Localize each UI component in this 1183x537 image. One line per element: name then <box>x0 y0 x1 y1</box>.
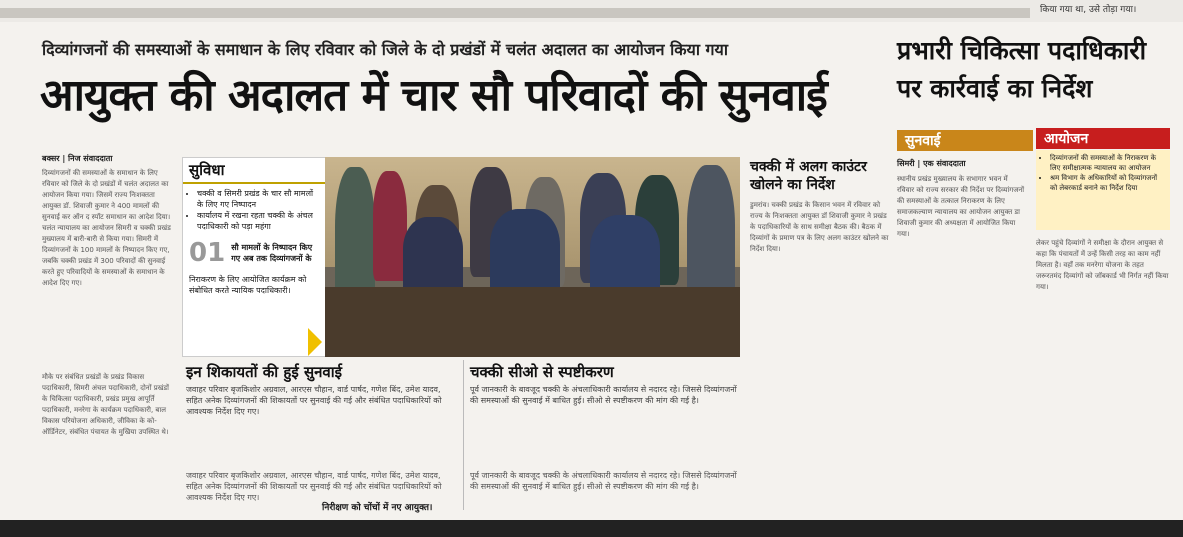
suvidha-title: सुविधा <box>183 158 325 184</box>
photo-person-seated <box>490 209 560 299</box>
right-byline: सिमरी | एक संवाददाता <box>897 159 966 168</box>
suvidha-box <box>182 157 326 357</box>
top-rule <box>0 8 1030 18</box>
suvidha-item: • कार्यालय में रखना रहता चक्की के अंचल पदाधिकारी को पड़ा महंगा <box>197 210 319 232</box>
right-bullet: • दिव्यांगजनों की समस्याओं के निराकरण के लिए समीक्षात्मक न्यायालय का आयोजन <box>1050 153 1166 173</box>
bottom-text-b: पूर्व जानकारी के बावजूद चक्की के अंचलाधिकारी कार्यालय से नदारद रहे। जिससे दिव्यांगजनों की समस्याओं की सुनवाई में बाधित हुई। सीओ से स्पष्टीकरण की मांग की गई है। <box>470 471 737 491</box>
article-headline: आयुक्त की अदालत में चार सौ परिवादों की सुनवाई <box>40 70 827 121</box>
suvidha-list <box>183 188 325 232</box>
sub2-text: पूर्व जानकारी के बावजूद चक्की के अंचलाधिकारी कार्यालय से नदारद रहे। जिससे दिव्यांगजनों की समस्याओं की सुनवाई में बाधित हुई। सीओ से स्पष्टीकरण की मांग की गई है। <box>470 385 737 405</box>
bottom-caption: निरीक्षण को चोंचों में नए आयुक्त। <box>322 503 433 513</box>
sub1-text: जवाहर परिवार बृजकिशोर अग्रवाल, आरएस चौहान, वार्ड पार्षद, गणेश बिंद, उमेश यादव, सहित अनेक दिव्यांगजनों की शिकायतों पर सुनवाई की गई और संबंधित पदाधिकारियों को आवश्यक निर्देश दिए गए। <box>186 385 442 416</box>
top-note: किया गया था, उसे तोड़ा गया। <box>1040 5 1137 15</box>
article-col1-text2: मौके पर संबंधित प्रखंडों के प्रखंड विकास पदाधिकारी, सिमरी अंचल पदाधिकारी, दोनों प्रखंडों के चिकित्सा पदाधिकारी, प्रखंड प्रमुख आपूर्ति पदाधिकारी, मनरेगा के कार्यक्रम पदाधिकारी, बाल विकास परियोजना अधिकारी, जीविका के को-ऑर्डिनेटर, संबंधित पंचायत के मुखिया उपस्थित थे। <box>42 373 169 436</box>
caption-arrow-icon <box>308 328 322 356</box>
suvidha-number-text: सौ मामलों के निष्पादन किए गए अब तक दिव्यांगजनों के <box>231 243 313 263</box>
bottom-text-a: जवाहर परिवार बृजकिशोर अग्रवाल, आरएस चौहान, वार्ड पार्षद, गणेश बिंद, उमेश यादव, सहित अनेक दिव्यांगजनों की शिकायतों पर सुनवाई की गई और संबंधित पदाधिकारियों को आवश्यक निर्देश दिए गए। <box>186 471 442 502</box>
suvidha-number: 01 <box>189 238 226 268</box>
right-tag2: आयोजन <box>1036 128 1170 149</box>
suvidha-item: • चक्की व सिमरी प्रखंड के चार सौ मामलों के लिए गए निष्पादन <box>197 188 319 210</box>
right-headline: प्रभारी चिकित्सा पदाधिकारी पर कार्रवाई का निर्देश <box>897 36 1147 103</box>
right-text2: लेकर पहुंचे दिव्यांगों ने समीक्षा के दौरान आयुक्त से कहा कि पंचायतों में उन्हें किसी तरह का काम नहीं मिलता है। वहाँ तक मनरेगा योजना के तहत जरूरतमंद दिव्यांगों को जॉबकार्ड भी निर्गत नहीं किया गया। <box>1036 239 1169 291</box>
right-bullets <box>1036 153 1170 193</box>
sub3-text: डुमरांव। चक्की प्रखंड के किसान भवन में रविवार को राज्य के निःशक्तता आयुक्त डॉ शिवाजी कुमार ने प्रखंड के पदाधिकारियों के साथ समीक्षा बैठक की। बैठक में दिव्यांगों के प्रमाण पत्र के लिए अलग काउंटर खोलने का निर्देश दिया। <box>750 201 889 253</box>
photo-person <box>373 171 407 281</box>
news-photo <box>325 157 740 357</box>
article-col1-text: दिव्यांगजनों की समस्याओं के समाधान के लिए रविवार को जिले के दो प्रखंडों में चलंत अदालत का आयोजन किया गया। जिसमें राज्य निःशक्तता आयुक्त डॉ. शिवाजी कुमार ने 400 मामलों की सुनवाई कर ऑन द स्पॉट समाधान का आदेश दिया। चलंत न्यायालय का आयोजन सिमरी व चक्की प्रखंड मुख्यालय में बारी-बारी से किया गया। सिमरी में दिव्यांगजनों के 100 मामलों के निष्पादन किए गए, जबकि चक्की प्रखंड में 300 परिवादों की सुनवाई करते हुए परिवादियों के समस्याओं के समाधान के आदेश दिए गए। <box>42 169 171 287</box>
right-tag1: सुनवाई <box>897 130 1033 151</box>
suvidha-stat <box>183 232 325 268</box>
right-text: स्थानीय प्रखंड मुख्यालय के सभागार भवन में रविवार को राज्य सरकार की निर्देश पर दिव्यांगजनों की समस्याओं के तत्काल निराकरण के लिए समाजकल्याण न्यायालय का आयोजन आयुक्त डा शिवाजी कुमार की अध्यक्षता में आयोजित किया गया। <box>897 175 1025 238</box>
right-bullet: • श्रम विभाग के अधिकारियों को दिव्यांगजनों को लेबरकार्ड बनाने का निर्देश दिया <box>1050 173 1166 193</box>
photo-person-seated <box>403 217 463 297</box>
sub3-heading: चक्की में अलग काउंटर खोलने का निर्देश <box>750 159 867 193</box>
bottom-dark-band <box>0 520 1183 537</box>
photo-table <box>325 287 740 357</box>
suvidha-bottom-text: निराकरण के लिए आयोजित कार्यक्रम को संबोधित करते न्यायिक पदाधिकारी। <box>189 275 307 295</box>
article-byline: बक्सर | निज संवाददाता <box>42 154 113 163</box>
column-divider <box>463 360 464 510</box>
right-bullets-box <box>1036 150 1170 230</box>
sub2-heading: चक्की सीओ से स्पष्टीकरण <box>470 363 614 381</box>
article-kicker: दिव्यांगजनों की समस्याओं के समाधान के लिए रविवार को जिले के दो प्रखंडों में चलंत अदालत का आयोजन किया गया <box>42 40 728 59</box>
sub1-heading: इन शिकायतों की हुई सुनवाई <box>186 363 342 381</box>
